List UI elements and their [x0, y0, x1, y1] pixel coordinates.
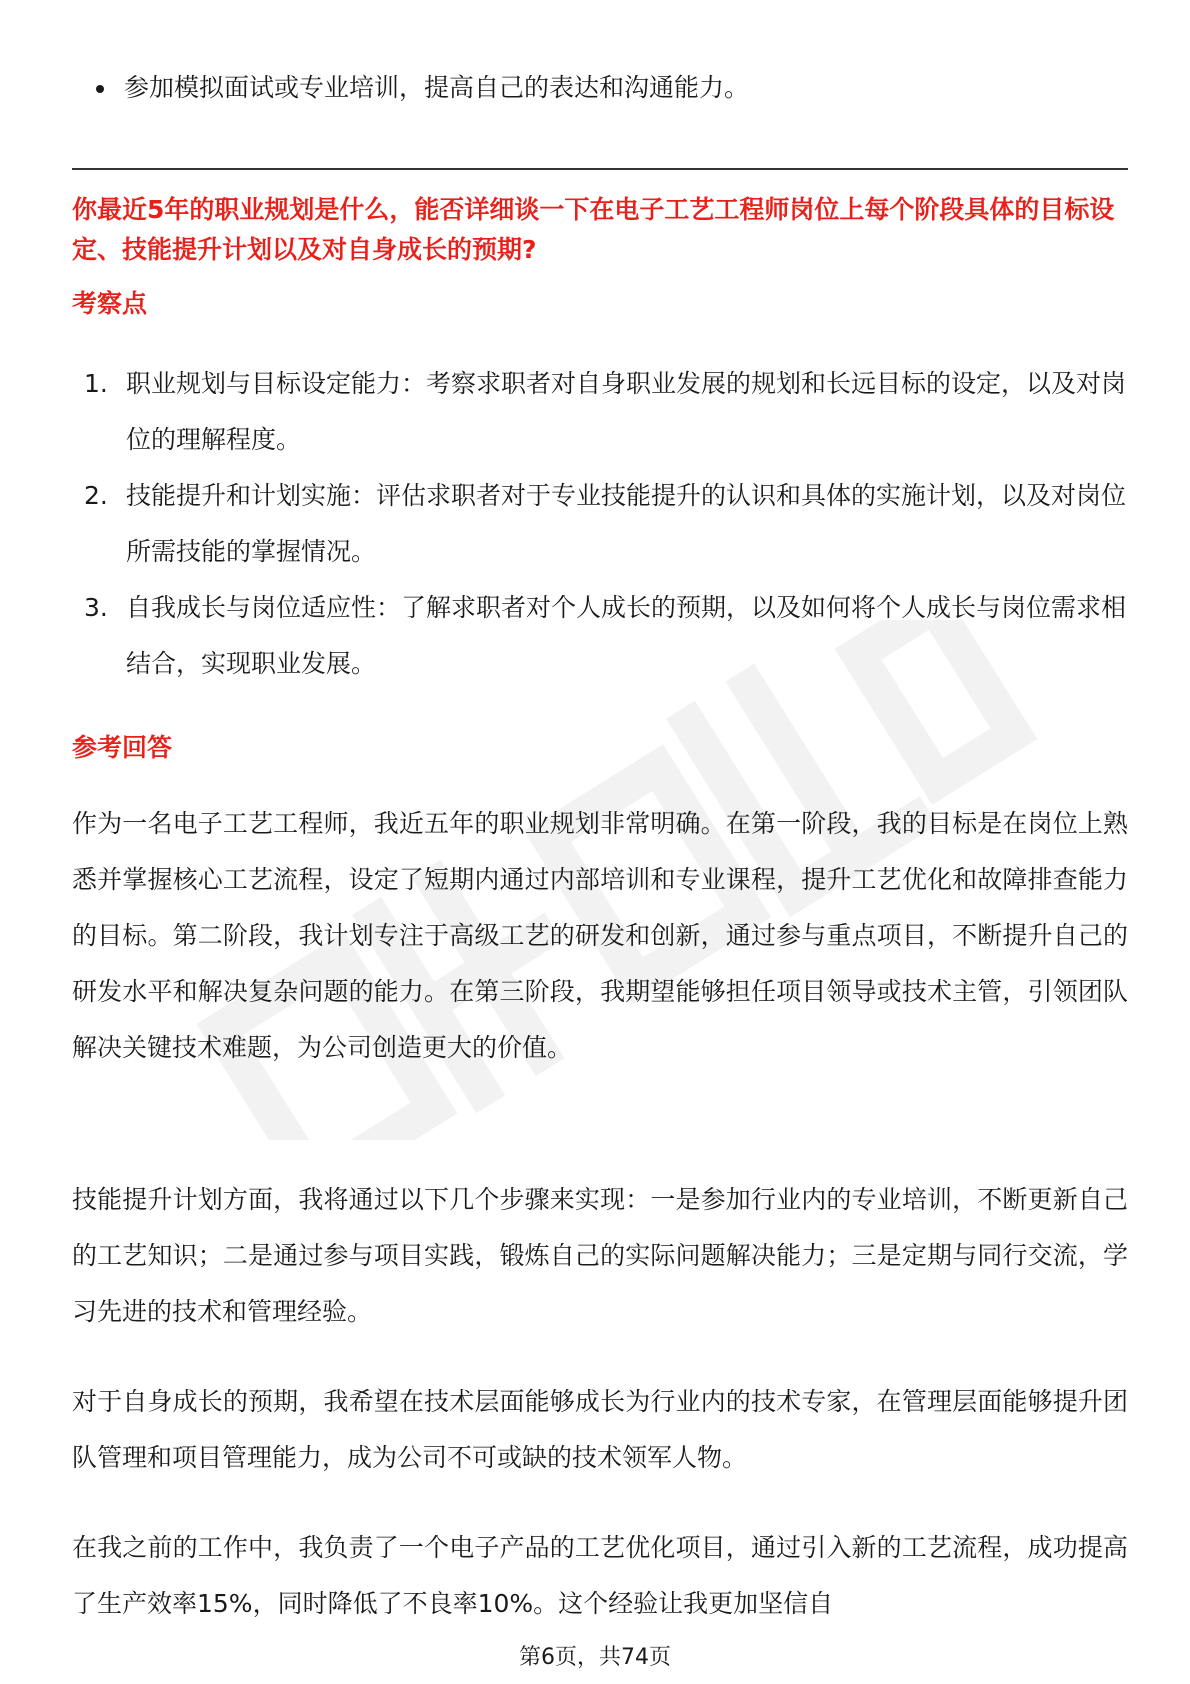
section-divider	[72, 168, 1128, 170]
bullet-dot	[96, 85, 104, 93]
points-heading: 考察点	[72, 289, 148, 318]
list-item	[72, 356, 1128, 468]
list-number: 2.	[84, 481, 108, 510]
list-text: 技能提升和计划实施：评估求职者对于专业技能提升的认识和具体的实施计划，以及对岗位所需技能的掌握情况。	[126, 481, 1127, 566]
answer-heading: 参考回答	[72, 733, 173, 762]
bullet-text: 参加模拟面试或专业培训，提高自己的表达和沟通能力。	[124, 73, 750, 102]
document-page	[72, 0, 1128, 1684]
list-number: 1.	[84, 369, 108, 398]
list-item	[72, 580, 1128, 692]
list-number: 3.	[84, 593, 108, 622]
page-footer: 第6页，共74页	[519, 1645, 671, 1670]
answer-paragraph: 作为一名电子工艺工程师，我近五年的职业规划非常明确。在第一阶段，我的目标是在岗位上熟悉并掌握核心工艺流程，设定了短期内通过内部培训和专业课程，提升工艺优化和故障排查能力的目标。第二阶段，我计划专注于高级工艺的研发和创新，通过参与重点项目，不断提升自己的研发水平和解决复杂问题的能力。在第三阶段，我期望能够担任项目领导或技术主管，引领团队解决关键技术难题，为公司创造更大的价值。	[72, 809, 1128, 1062]
bullet-item	[96, 68, 1128, 108]
points-list	[72, 356, 1128, 692]
list-text: 自我成长与岗位适应性：了解求职者对个人成长的预期，以及如何将个人成长与岗位需求相结合，实现职业发展。	[126, 593, 1127, 678]
list-item	[72, 468, 1128, 580]
answer-paragraph: 对于自身成长的预期，我希望在技术层面能够成长为行业内的技术专家，在管理层面能够提升团队管理和项目管理能力，成为公司不可或缺的技术领军人物。	[72, 1387, 1128, 1472]
answer-paragraph: 在我之前的工作中，我负责了一个电子产品的工艺优化项目，通过引入新的工艺流程，成功提高了生产效率15%，同时降低了不良率10%。这个经验让我更加坚信自	[72, 1533, 1128, 1618]
question-title: 你最近5年的职业规划是什么，能否详细谈一下在电子工艺工程师岗位上每个阶段具体的目标设定、技能提升计划以及对自身成长的预期?	[72, 195, 1115, 264]
list-text: 职业规划与目标设定能力：考察求职者对自身职业发展的规划和长远目标的设定，以及对岗位的理解程度。	[126, 369, 1127, 454]
answer-paragraph: 技能提升计划方面，我将通过以下几个步骤来实现：一是参加行业内的专业培训，不断更新自己的工艺知识；二是通过参与项目实践，锻炼自己的实际问题解决能力；三是定期与同行交流，学习先进的技术和管理经验。	[72, 1185, 1128, 1326]
